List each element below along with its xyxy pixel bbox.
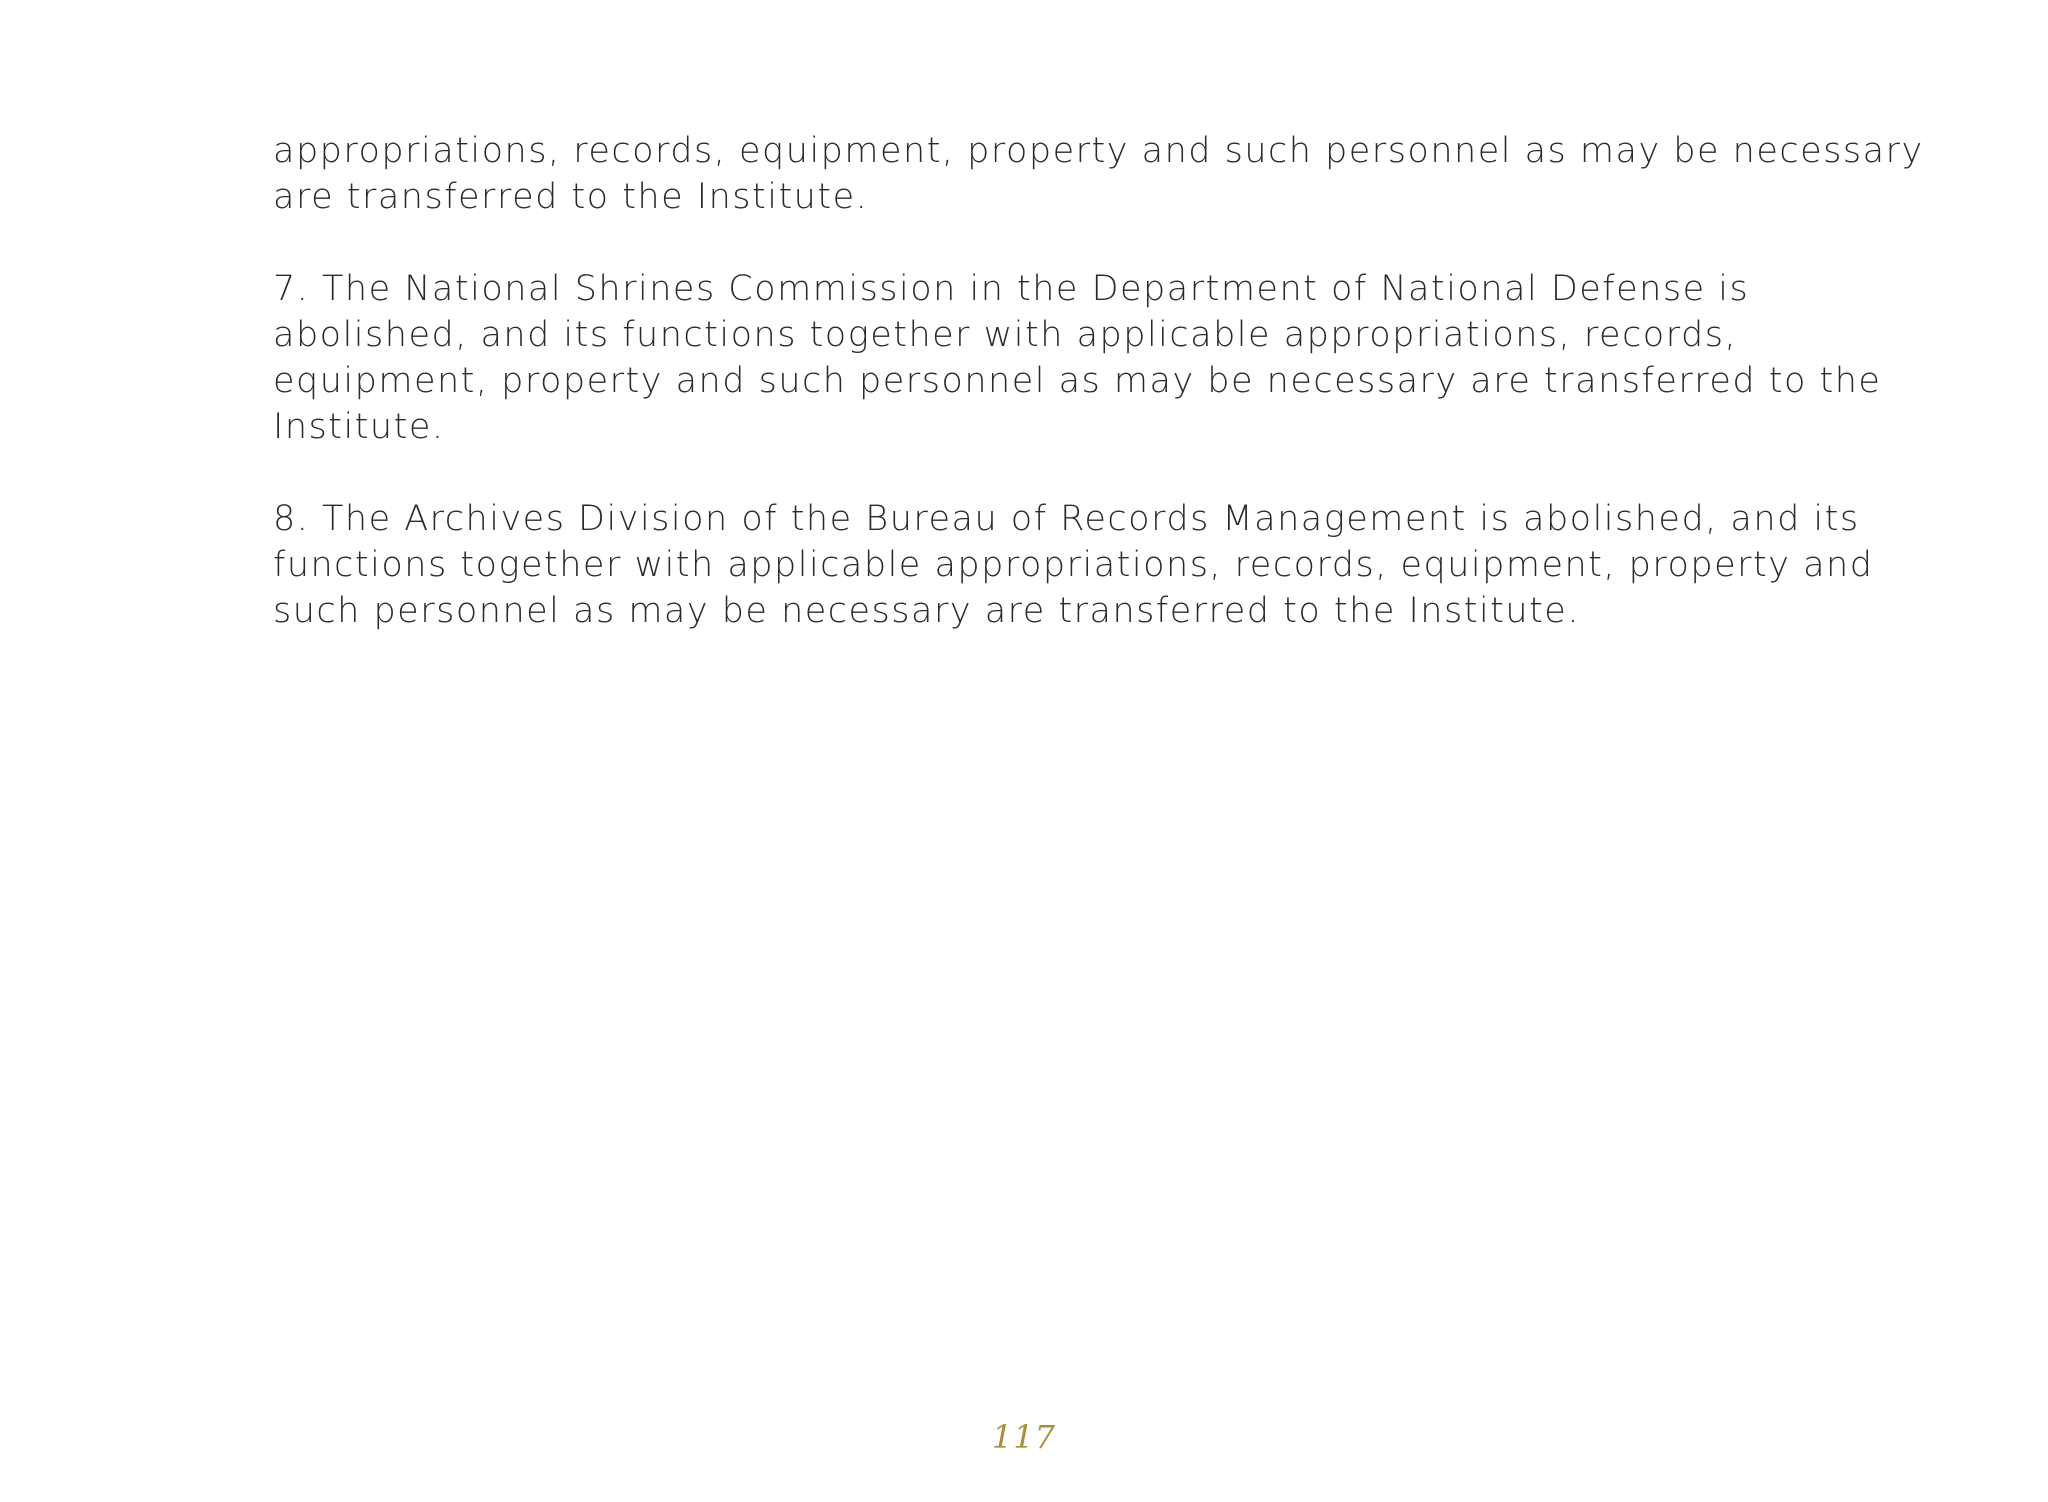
text-line: Institute.: [273, 407, 445, 447]
text-line: equipment, property and such personnel as may be necessary are transferred to the: [273, 361, 1882, 401]
text-line: such personnel as may be necessary are transferred to the Institute.: [273, 591, 1580, 631]
page-number: 117: [991, 1418, 1057, 1456]
text-line: 7. The National Shrines Commission in the Department of National Defense is: [273, 269, 1750, 309]
paragraph-item-7: [273, 266, 1953, 450]
text-line: 8. The Archives Division of the Bureau of Records Management is abolished, and its: [273, 499, 1860, 539]
text-line: appropriations, records, equipment, property and such personnel as may be necessary: [273, 131, 1924, 171]
text-line: abolished, and its functions together with applicable appropriations, records,: [273, 315, 1738, 355]
text-line: functions together with applicable appropriations, records, equipment, property and: [273, 545, 1874, 585]
document-body: [273, 128, 1953, 680]
paragraph-item-8: [273, 496, 1953, 634]
text-line: are transferred to the Institute.: [273, 177, 869, 217]
paragraph-transfer-continuation: [273, 128, 1953, 220]
